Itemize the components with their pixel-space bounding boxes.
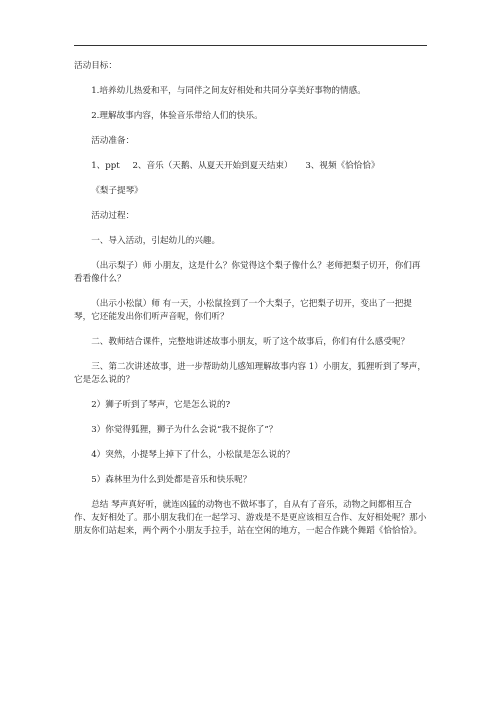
process-step-3: 三、第二次讲述故事，进一步帮助幼儿感知理解故事内容 1）小朋友，狐狸听到了琴声，它是怎么说的？ [74, 362, 426, 385]
goals-heading: 活动目标： [74, 61, 117, 71]
goal-item-2: 2.理解故事内容，体验音乐带给人们的快乐。 [91, 111, 263, 121]
prep-item-3: 3、视频《恰恰恰》 [305, 161, 380, 171]
document-body [74, 60, 427, 550]
process-step-2: 二、教师结合课件，完整地讲述故事小朋友，听了这个故事后，你们有什么感受呢？ [91, 337, 410, 347]
summary-paragraph: 总结 琴声真好听，就连凶猛的动物也不做坏事了，自从有了音乐，动物之间都相互合作、友好相处了。那小朋友我们在一起学习、游戏是不是更应该相互合作、友好相处呢？那小朋友你们站起来，两个两个小朋友手拉手，站在空闲的地方，一起合作跳个舞蹈《恰恰恰》。 [74, 500, 427, 536]
story-title: 《梨子提琴》 [91, 186, 143, 196]
question-5: 5）森林里为什么到处都是音乐和快乐呢？ [91, 475, 252, 485]
prep-item-2: 2、音乐（天鹅、从夏天开始到夏天结束） [132, 161, 293, 171]
process-paragraph-squirrel: （出示小松鼠）师 有一天，小松鼠捡到了一个大梨子，它把梨子切开，变出了一把提琴，它还能发出你们听声音呢，你们听？ [74, 299, 412, 322]
process-step-1: 一、导入活动，引起幼儿的兴趣。 [91, 236, 221, 246]
prep-item-1: 1、ppt [91, 161, 120, 171]
prep-list [74, 160, 427, 173]
question-3: 3）你觉得狐狸，狮子为什么会说“我不捉你了”？ [91, 425, 278, 435]
process-heading: 活动过程： [91, 211, 135, 221]
process-paragraph-pear: （出示梨子）师 小朋友，这是什么？你觉得这个梨子像什么？老师把梨子切开，你们再看看像什么？ [74, 261, 421, 284]
header-rule [74, 45, 427, 46]
goal-item-1: 1.培养幼儿热爱和平，与同伴之间友好相处和共同分享美好事物的情感。 [91, 86, 366, 96]
question-2: 2）狮子听到了琴声，它是怎么说的? [91, 400, 231, 410]
prep-heading: 活动准备： [91, 136, 135, 146]
question-4: 4）突然，小提琴上掉下了什么，小松鼠是怎么说的？ [91, 450, 295, 460]
